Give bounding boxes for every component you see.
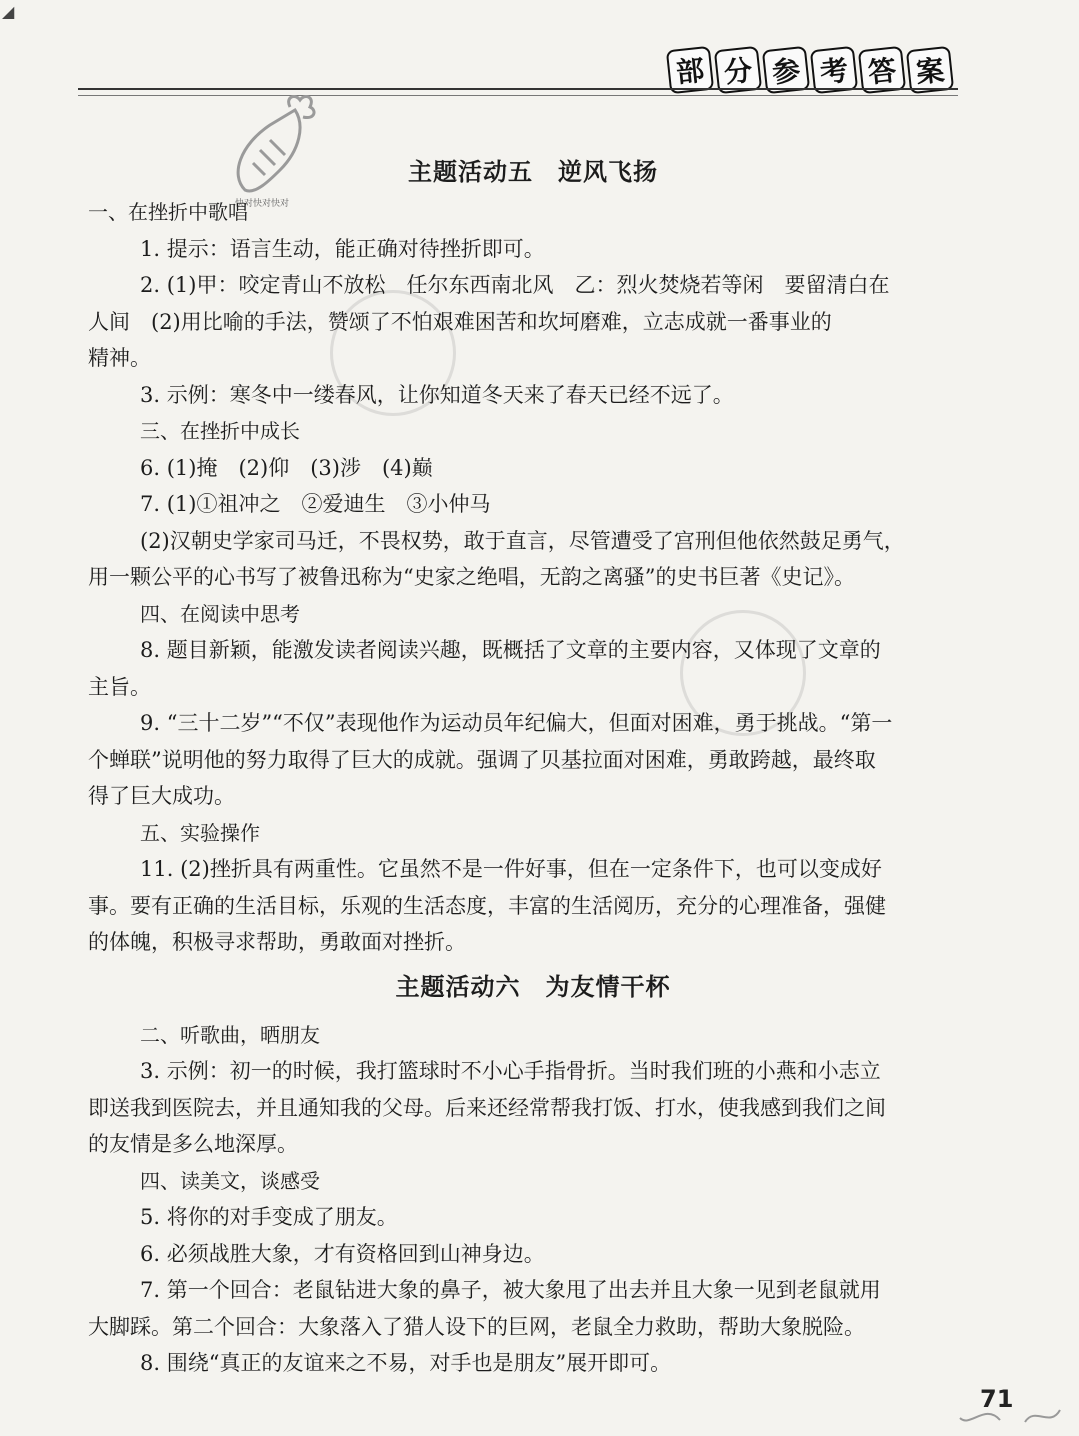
answer-line: 7. (1)①祖冲之 ②爱迪生 ③小仲马 — [140, 492, 491, 516]
header-rule — [78, 88, 958, 90]
section-five — [88, 150, 978, 961]
section-six — [88, 965, 978, 1382]
answer-line: 2. (1)甲：咬定青山不放松 任尔东西南北风 乙：烈火焚烧若等闲 要留清白在 — [140, 273, 890, 297]
banner-char: 答 — [858, 46, 906, 94]
answer-line: 9. “三十二岁”“不仅”表现他作为运动员年纪偏大，但面对困难，勇于挑战。“第一 — [140, 711, 893, 735]
answer-line: 主旨。 — [88, 674, 151, 699]
page-number-decoration-icon — [955, 1398, 1065, 1430]
section-title: 主题活动六 为友情干杯 — [395, 972, 671, 1001]
section-lines — [88, 194, 978, 961]
answer-line: 的体魄，积极寻求帮助，勇敢面对挫折。 — [88, 930, 466, 954]
answer-line: 7. 第一个回合：老鼠钻进大象的鼻子，被大象甩了出去并且大象一见到老鼠就用 — [140, 1278, 881, 1302]
answer-line: 8. 围绕“真正的友谊来之不易，对手也是朋友”展开即可。 — [140, 1351, 672, 1375]
answer-line: 大脚踩。第二个回合：大象落入了猎人设下的巨网，老鼠全力救助，帮助大象脱险。 — [88, 1314, 865, 1339]
banner-char: 分 — [714, 46, 762, 94]
answer-line: 3. 示例：初一的时候，我打篮球时不小心手指骨折。当时我们班的小燕和小志立 — [140, 1059, 881, 1083]
answer-line: (2)汉朝史学家司马迁，不畏权势，敢于直言，尽管遭受了宫刑但他依然鼓足勇气， — [140, 528, 905, 553]
question-heading: 二、听歌曲，晒朋友 — [140, 1022, 320, 1047]
banner-char: 考 — [810, 46, 858, 94]
answer-line: 5. 将你的对手变成了朋友。 — [140, 1205, 398, 1229]
answer-line: 事。要有正确的生活目标，乐观的生活态度，丰富的生活阅历，充分的心理准备，强健 — [88, 893, 886, 918]
question-heading: 四、在阅读中思考 — [140, 601, 300, 626]
banner-char: 部 — [666, 46, 714, 94]
section-lines — [88, 1017, 978, 1382]
question-heading: 三、在挫折中成长 — [140, 419, 300, 443]
answer-line: 的友情是多么地深厚。 — [88, 1132, 298, 1156]
question-heading: 四、读美文，谈感受 — [140, 1168, 320, 1193]
answer-line: 用一颗公平的心书写了被鲁迅称为“史家之绝唱，无韵之离骚”的史书巨著《史记》。 — [88, 565, 855, 589]
answer-line: 即送我到医院去，并且通知我的父母。后来还经常帮我打饭、打水，使我感到我们之间 — [88, 1095, 886, 1120]
question-heading: 一、在挫折中歌唱 — [88, 200, 248, 224]
section-title: 主题活动五 逆风飞扬 — [408, 158, 658, 186]
answer-line: 3. 示例：寒冬中一缕春风，让你知道冬天来了春天已经不远了。 — [140, 382, 734, 407]
logo-text: 快对快对快对 — [235, 199, 290, 209]
header-rule-thin — [78, 95, 958, 96]
answer-line: 个蝉联”说明他的努力取得了巨大的成就。强调了贝基拉面对困难，勇敢跨越，最终取 — [88, 747, 876, 772]
banner-char: 案 — [906, 46, 954, 94]
answer-line: 精神。 — [88, 346, 151, 370]
answer-line: 11. (2)挫折具有两重性。它虽然不是一件好事，但在一定条件下，也可以变成好 — [140, 857, 882, 881]
answer-line: 人间 (2)用比喻的手法，赞颂了不怕艰难困苦和坎坷磨难，立志成就一番事业的 — [88, 309, 832, 334]
answer-line: 8. 题目新颖，能激发读者阅读兴趣，既概括了文章的主要内容，又体现了文章的 — [140, 638, 881, 662]
banner-char: 参 — [762, 46, 810, 94]
answer-content — [88, 150, 978, 1382]
corner-mark: ◢ — [2, 2, 15, 21]
answer-line: 6. (1)掩 (2)仰 (3)涉 (4)巅 — [140, 455, 433, 480]
question-heading: 五、实验操作 — [140, 820, 260, 845]
answer-line: 6. 必须战胜大象，才有资格回到山神身边。 — [140, 1241, 545, 1266]
page-number: 71 — [980, 1385, 1014, 1413]
answer-line: 得了巨大成功。 — [88, 784, 235, 808]
answer-line: 1. 提示：语言生动，能正确对待挫折即可。 — [140, 236, 545, 261]
